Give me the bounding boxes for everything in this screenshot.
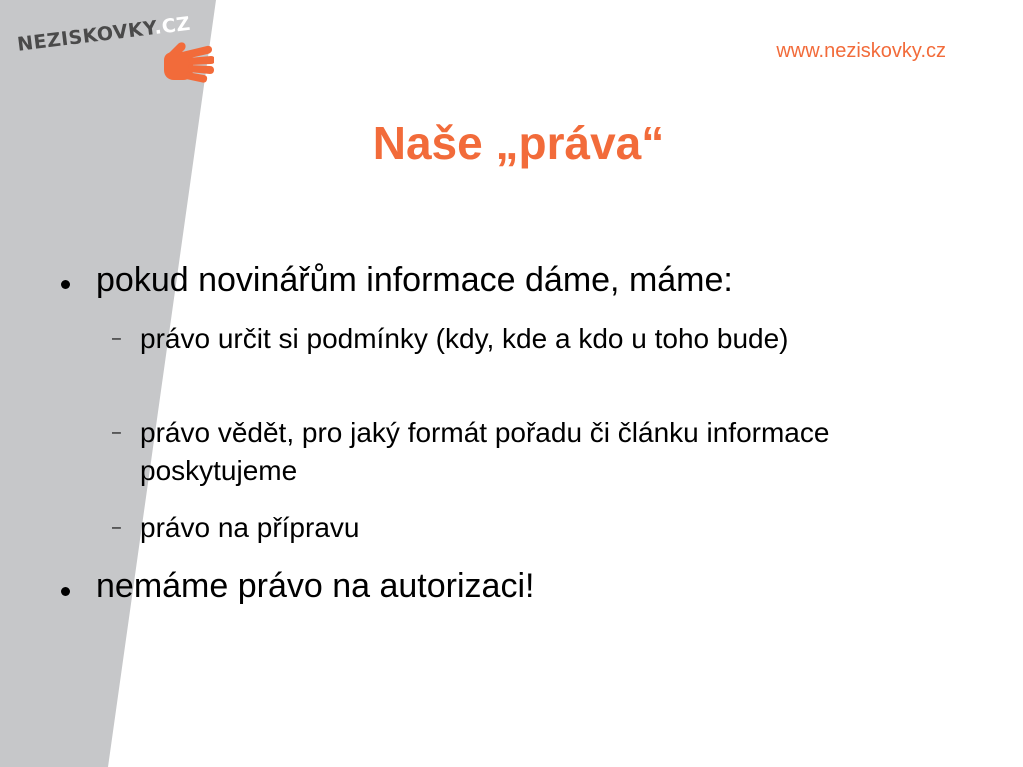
logo-wordmark-suffix: .CZ	[152, 12, 192, 40]
sub-bullet-item: právo na přípravu	[140, 512, 360, 543]
sub-bullet-item: právo určit si podmínky (kdy, kde a kdo u toho bude)	[140, 323, 789, 354]
bullet-dot	[61, 280, 70, 289]
bullet-dot	[61, 587, 70, 596]
neziskovky-logo	[12, 12, 207, 86]
logo-wordmark-text: NEZISKOVKY	[16, 17, 156, 56]
site-url[interactable]: www.neziskovky.cz	[776, 40, 946, 62]
sub-bullet-dash: –	[112, 330, 121, 347]
sub-bullet-dash: –	[112, 519, 121, 536]
sub-bullet-dash: –	[112, 424, 121, 441]
sub-bullet-item: právo vědět, pro jaký formát pořadu či článku informace poskytujeme	[140, 417, 830, 486]
slide-title: Naše „práva“	[372, 117, 665, 169]
bullet-item: pokud novinářům informace dáme, máme:	[96, 261, 733, 299]
hand-icon	[160, 40, 214, 84]
bullet-item: nemáme právo na autorizaci!	[96, 567, 535, 605]
